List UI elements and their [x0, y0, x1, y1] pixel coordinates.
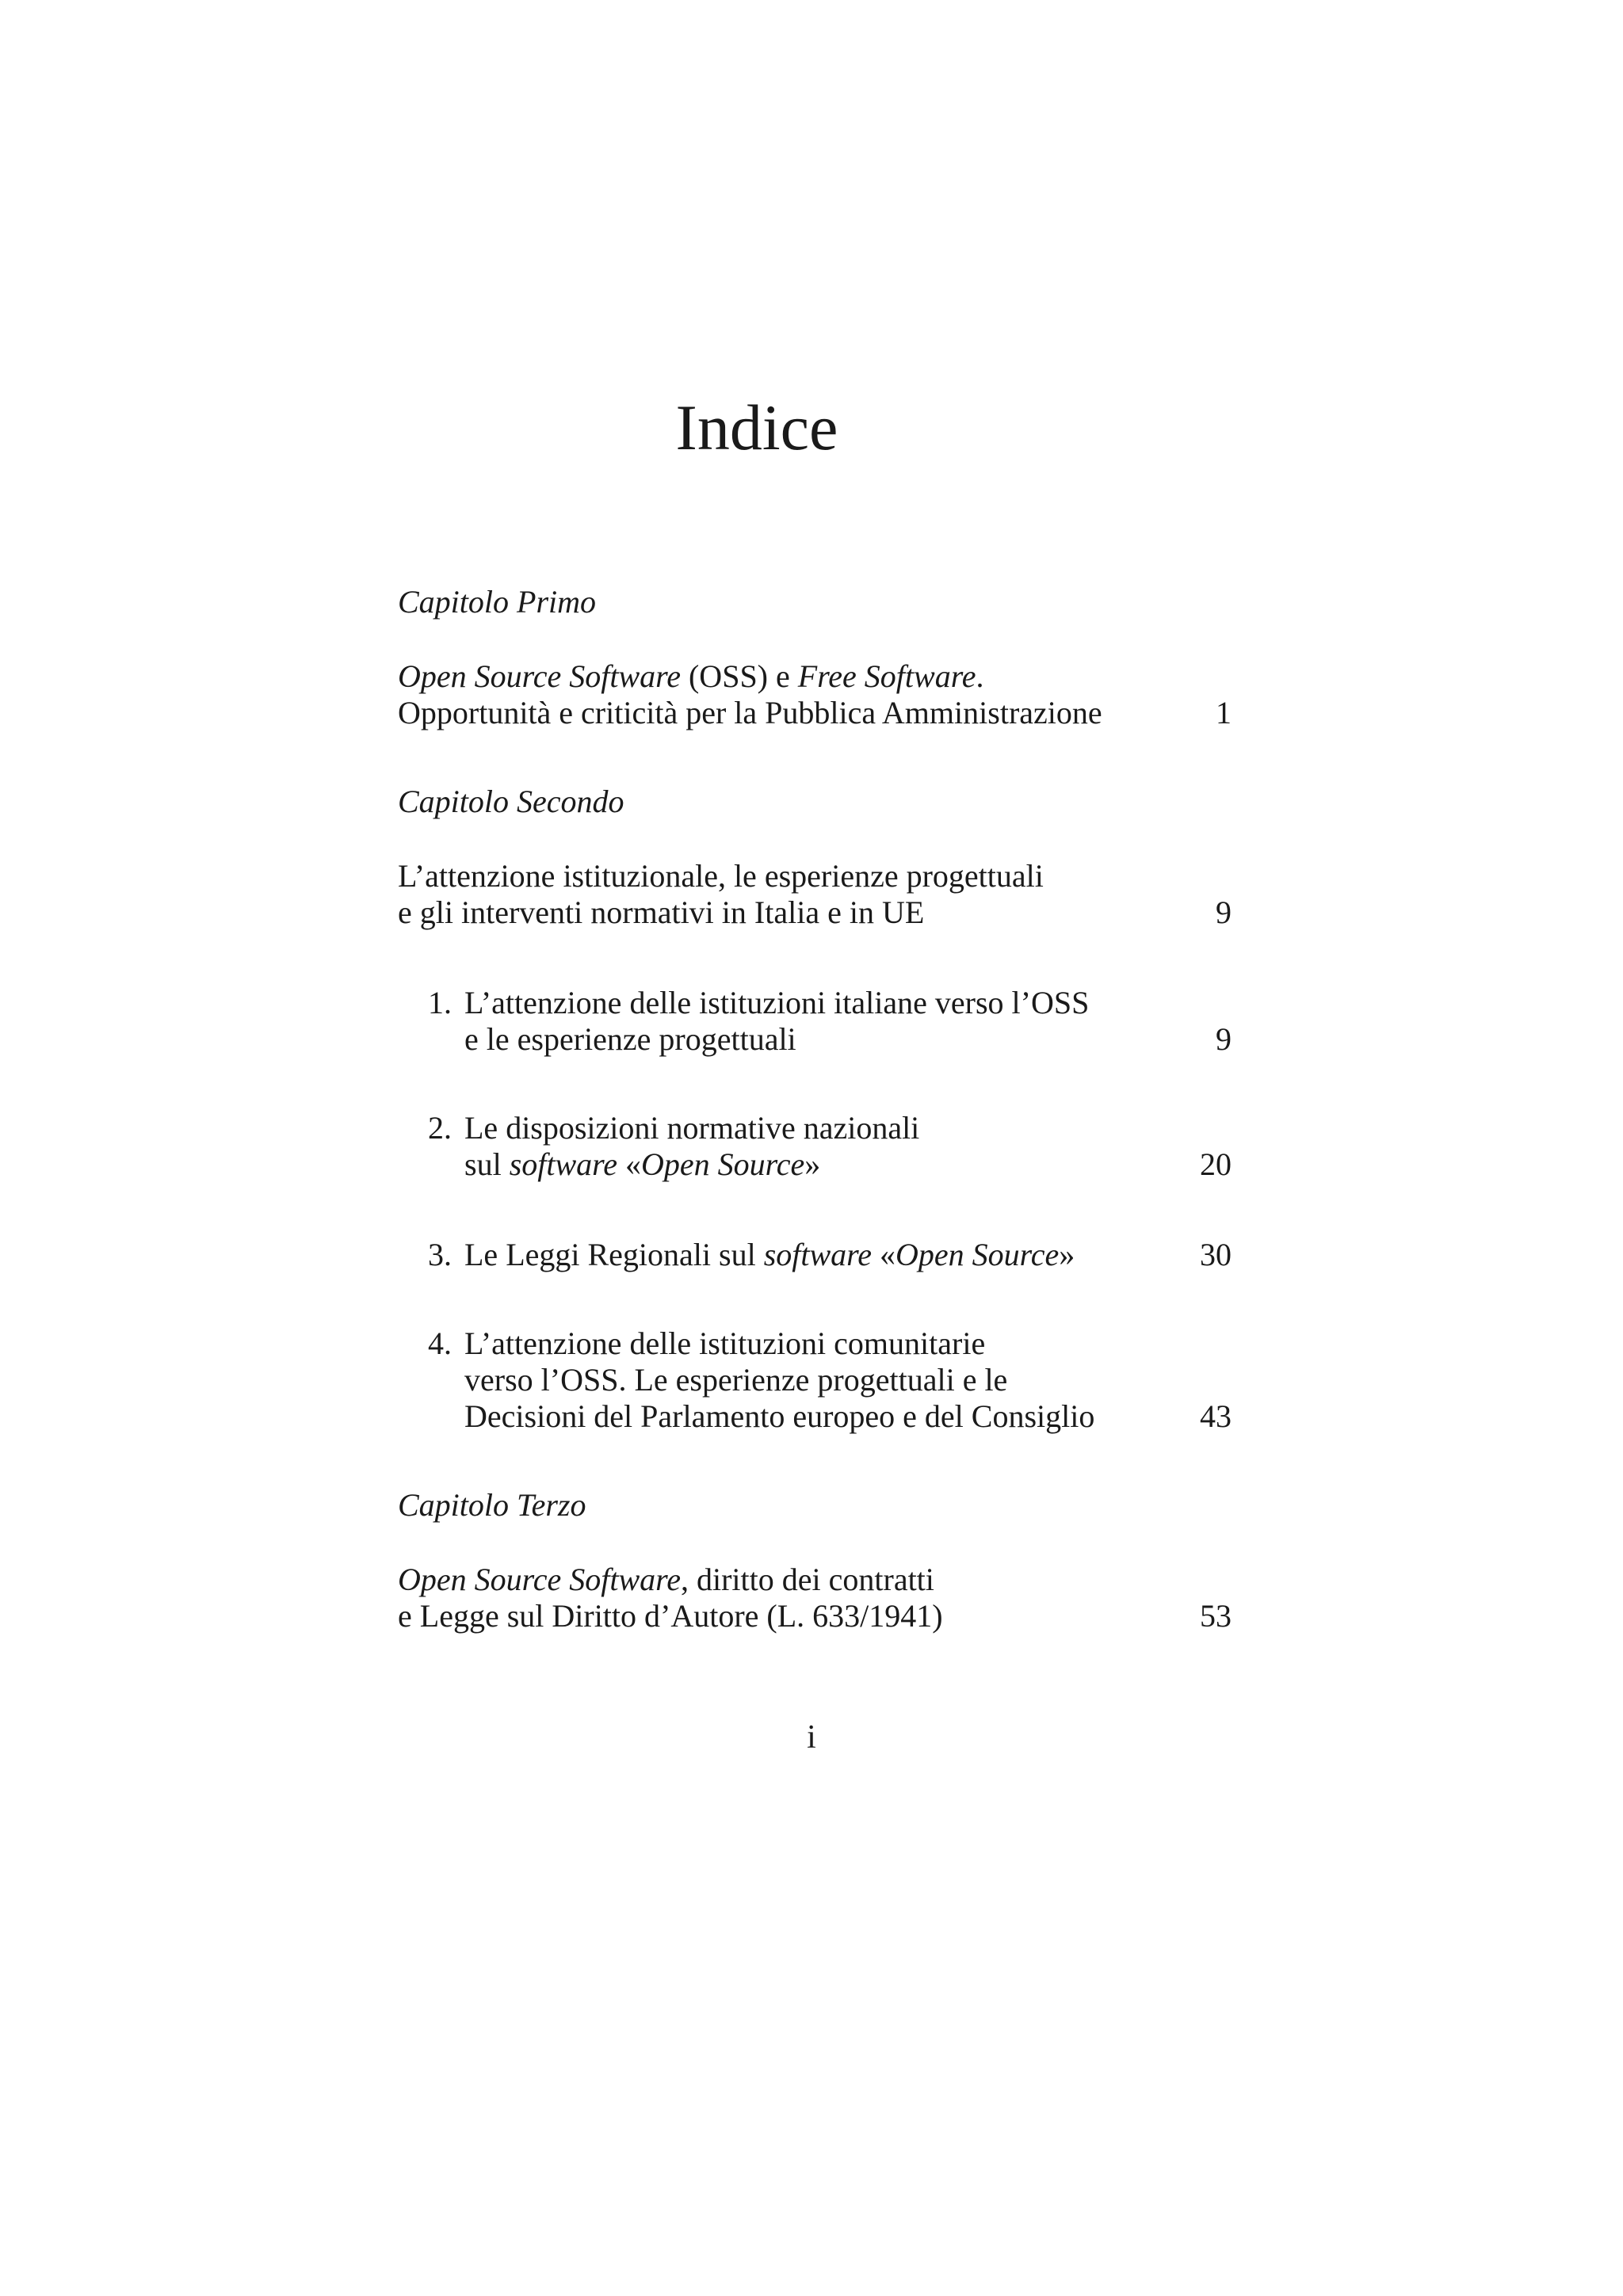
toc-s2-number: 2.	[428, 1110, 452, 1146]
toc-s3-line1	[428, 1236, 1075, 1274]
toc-cap1-page: 1	[1216, 695, 1232, 730]
toc-s2-line2	[464, 1146, 820, 1184]
toc-s3-quote-open: «	[872, 1237, 896, 1272]
toc-cap3-text1b: , diritto dei contratti	[680, 1562, 934, 1597]
toc-s2-quote-close: »	[804, 1146, 821, 1182]
toc-s1-page: 9	[1216, 1021, 1232, 1057]
toc-s2-page: 20	[1200, 1146, 1232, 1182]
toc-cap1-line1	[398, 658, 984, 696]
toc-s3-quote-close: »	[1059, 1237, 1075, 1272]
toc-cap1-oss-title: Open Source Software	[398, 658, 681, 694]
toc-s2-text2a: sul	[464, 1146, 510, 1182]
chapter-label-secondo: Capitolo Secondo	[398, 784, 624, 819]
toc-s3-number: 3.	[428, 1237, 452, 1272]
toc-cap3-line2: e Legge sul Diritto d’Autore (L. 633/1941)	[398, 1598, 943, 1634]
toc-cap1-line2: Opportunità e criticità per la Pubblica Amministrazione	[398, 695, 1102, 730]
page-title: Indice	[675, 391, 838, 463]
toc-s2-line1	[428, 1109, 919, 1147]
toc-s4-line1	[428, 1325, 985, 1363]
toc-cap2-page: 9	[1216, 894, 1232, 930]
toc-s2-quote-open: «	[617, 1146, 641, 1182]
toc-s1-text1: L’attenzione delle istituzioni italiane verso l’OSS	[464, 985, 1090, 1020]
toc-s4-number: 4.	[428, 1325, 452, 1361]
toc-s1-line2: e le esperienze progettuali	[464, 1021, 796, 1057]
toc-s1-line1	[428, 984, 1089, 1022]
toc-s2-software: software	[509, 1146, 617, 1182]
toc-s3-page: 30	[1200, 1237, 1232, 1272]
toc-s4-page: 43	[1200, 1398, 1232, 1434]
toc-cap2-line1: L’attenzione istituzionale, le esperienze progettuali	[398, 858, 1044, 894]
page-number: i	[807, 1719, 816, 1756]
toc-s3-software: software	[763, 1237, 873, 1272]
toc-cap1-free-title: Free Software	[797, 658, 976, 694]
toc-cap3-line1	[398, 1561, 934, 1599]
toc-cap3-oss-title: Open Source Software	[398, 1562, 681, 1597]
toc-s3-open-source: Open Source	[896, 1237, 1060, 1272]
toc-s4-text1: L’attenzione delle istituzioni comunitarie	[464, 1325, 986, 1361]
toc-s3-text1a: Le Leggi Regionali sul	[464, 1237, 764, 1272]
toc-cap3-page: 53	[1200, 1598, 1232, 1634]
chapter-label-primo: Capitolo Primo	[398, 584, 597, 620]
toc-s2-open-source: Open Source	[641, 1146, 805, 1182]
chapter-label-terzo: Capitolo Terzo	[398, 1487, 586, 1523]
toc-s2-text1: Le disposizioni normative nazionali	[464, 1110, 920, 1146]
toc-s4-line2: verso l’OSS. Le esperienze progettuali e le	[464, 1362, 1008, 1398]
toc-cap1-oss-abbr: (OSS) e	[680, 658, 798, 694]
toc-cap2-line2: e gli interventi normativi in Italia e in UE	[398, 894, 925, 930]
toc-cap1-period: .	[976, 658, 984, 694]
toc-s4-line3: Decisioni del Parlamento europeo e del Consiglio	[464, 1398, 1095, 1434]
toc-s1-number: 1.	[428, 985, 452, 1020]
